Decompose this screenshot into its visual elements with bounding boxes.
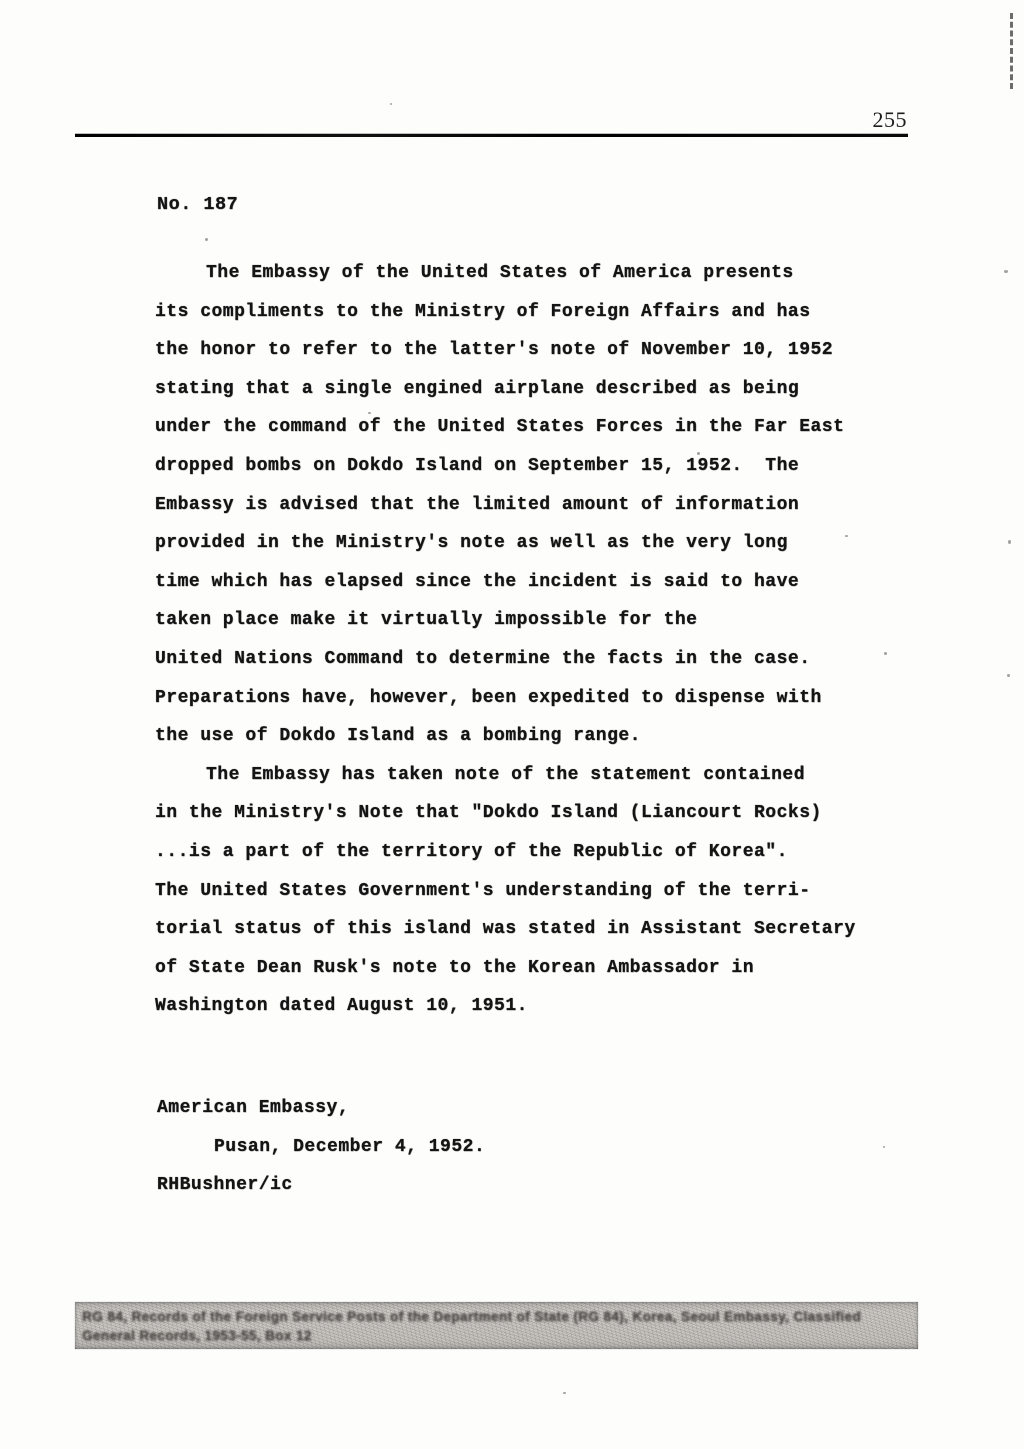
body-line: taken place make it virtually impossible for the [155,610,698,631]
scan-speck [205,238,208,241]
body-line: The United States Government's understanding of the terri- [155,880,811,901]
signature-line: Pusan, December 4, 1952. [214,1136,486,1157]
scan-edge-artifact [1010,13,1013,89]
scan-speck [883,1146,885,1148]
scan-speck [697,452,700,455]
body-line: ...is a part of the territory of the Republic of Korea". [155,841,788,862]
body-line: dropped bombs on Dokdo Island on September 15, 1952. The [155,455,800,476]
scan-speck [1007,674,1010,677]
body-line: Embassy is advised that the limited amount of information [155,494,800,515]
note-reference-number: No. 187 [157,194,239,215]
archive-source-caption [75,1302,918,1349]
body-line: Washington dated August 10, 1951. [155,996,528,1017]
scan-speck [368,412,371,414]
scan-speck [1004,270,1008,273]
header-rule [75,134,908,137]
letter-body [155,254,875,1026]
body-line: provided in the Ministry's note as well as the very long [155,533,788,554]
scan-speck [884,652,887,655]
scan-speck [390,103,392,105]
scan-speck [845,535,848,537]
signature-line: American Embassy, [157,1098,350,1118]
body-line: United Nations Command to determine the facts in the case. [155,648,811,669]
page-number: 255 [872,107,907,132]
body-line: under the command of the United States Forces in the Far East [155,417,845,438]
signature-line: RHBushner/ic [157,1175,293,1196]
body-line: the use of Dokdo Island as a bombing range. [155,726,641,747]
body-line: The Embassy of the United States of America presents [206,263,794,283]
archive-caption-line: RG 84, Records of the Foreign Service Posts of the Department of State (RG 84), Korea, Seoul Embassy, Classified [82,1309,861,1324]
scan-speck [1008,540,1011,544]
body-line: Preparations have, however, been expedited to dispense with [155,687,822,708]
body-line: The Embassy has taken note of the statement contained [206,764,805,785]
scan-speck [563,1392,566,1394]
body-line: the honor to refer to the latter's note of November 10, 1952 [155,340,834,361]
body-line: stating that a single engined airplane described as being [155,378,800,399]
body-line: of State Dean Rusk's note to the Korean Ambassador in [155,957,754,978]
archive-caption-line: General Records, 1953-55, Box 12 [82,1328,312,1343]
body-line: in the Ministry's Note that "Dokdo Island (Liancourt Rocks) [155,803,822,824]
body-line: its compliments to the Ministry of Foreign Affairs and has [155,301,811,322]
signature-block [157,1089,757,1205]
body-line: torial status of this island was stated in Assistant Secretary [155,919,856,940]
body-line: time which has elapsed since the incident is said to have [155,571,800,592]
